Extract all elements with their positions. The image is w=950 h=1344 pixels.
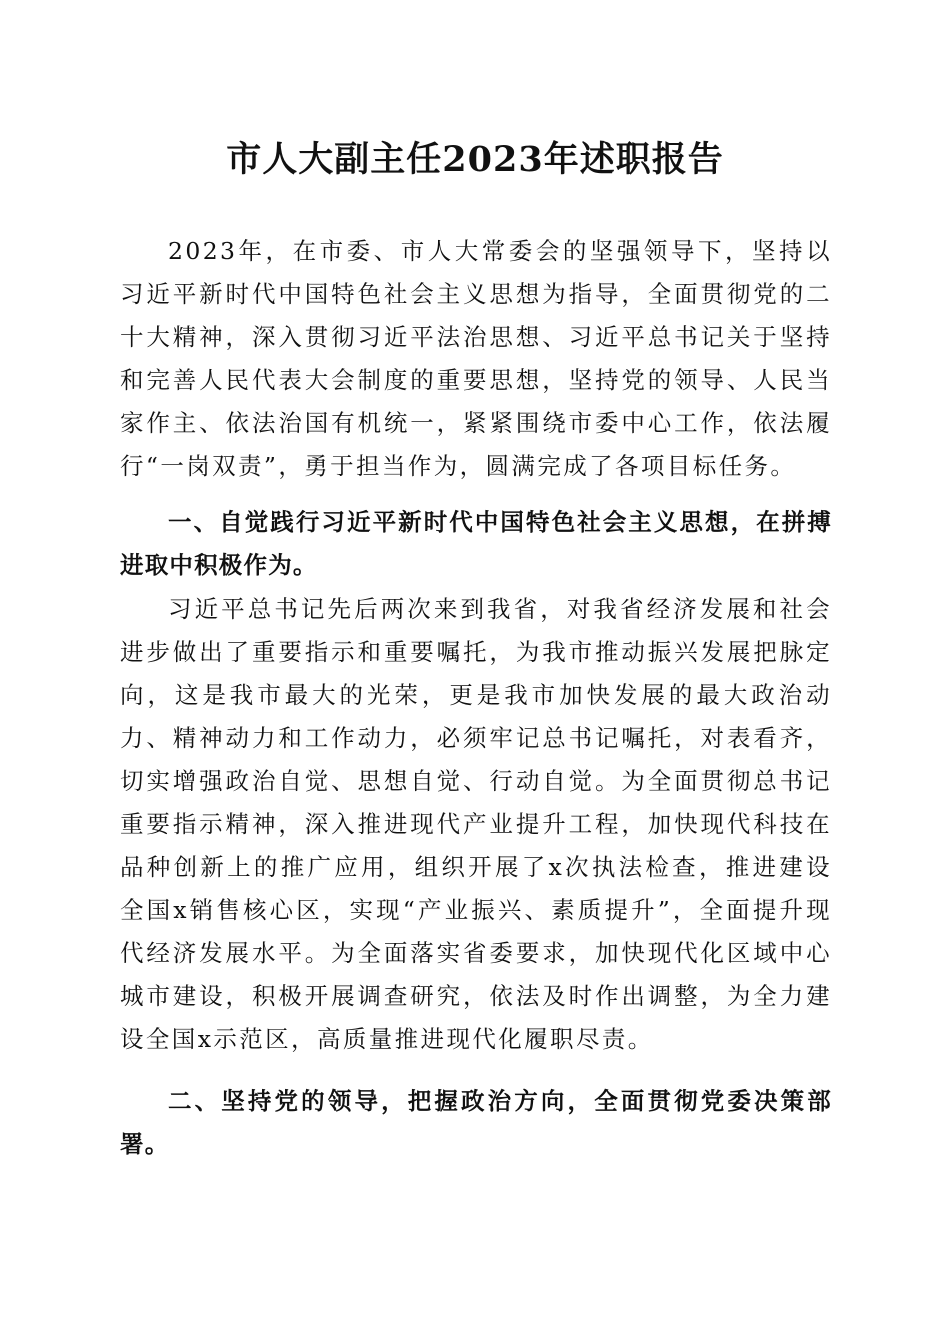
section-heading-1: 一、自觉践行习近平新时代中国特色社会主义思想，在拼搏进取中积极作为。 <box>120 508 832 579</box>
section-heading-2: 二、坚持党的领导，把握政治方向，全面贯彻党委决策部署。 <box>120 1087 832 1158</box>
document-title: 市人大副主任2023年述职报告 <box>226 139 724 180</box>
intro-paragraph: 2023年，在市委、市人大常委会的坚强领导下，坚持以习近平新时代中国特色社会主义思想为指导，全面贯彻党的二十大精神，深入贯彻习近平法治思想、习近平总书记关于坚持和完善人民代表大会制度的重要思想，坚持党的领导、人民当家作主、依法治国有机统一，紧紧围绕市委中心工作，依法履行“一岗双责”，勇于担当作为，圆满完成了各项目标任务。 <box>120 237 832 480</box>
section-1-paragraph: 习近平总书记先后两次来到我省，对我省经济发展和社会进步做出了重要指示和重要嘱托，为我市推动振兴发展把脉定向，这是我市最大的光荣，更是我市加快发展的最大政治动力、精神动力和工作动力，必须牢记总书记嘱托，对表看齐，切实增强政治自觉、思想自觉、行动自觉。为全面贯彻总书记重要指示精神，深入推进现代产业提升工程，加快现代科技在品种创新上的推广应用，组织开展了x次执法检查，推进建设全国x销售核心区，实现“产业振兴、素质提升”，全面提升现代经济发展水平。为全面落实省委要求，加快现代化区域中心城市建设，积极开展调查研究，依法及时作出调整，为全力建设全国x示范区，高质量推进现代化履职尽责。 <box>120 595 832 1053</box>
